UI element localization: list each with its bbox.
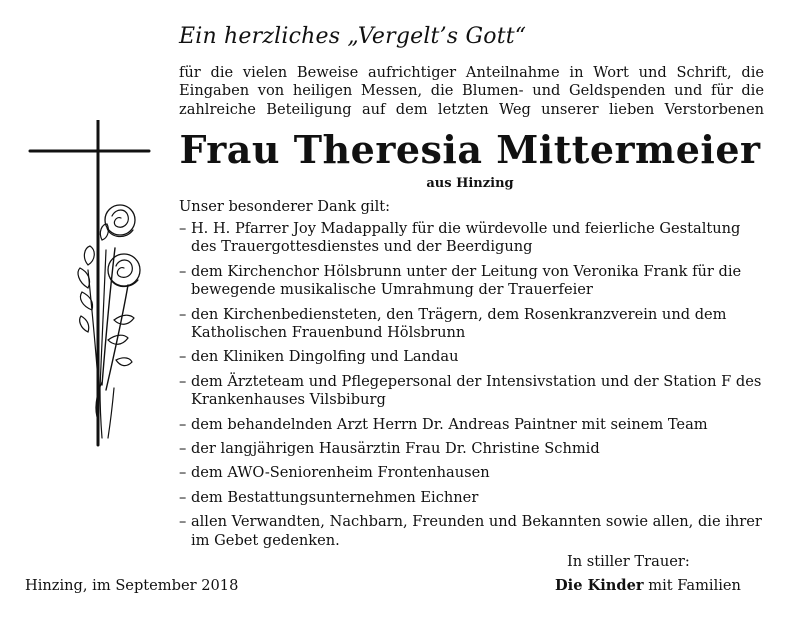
signature-bold: Die Kinder (555, 577, 644, 594)
list-item: – allen Verwandten, Nachbarn, Freunden und Bekannten sowie allen, die ihrer im Gebet gedenken. (179, 513, 764, 550)
list-item: – den Kliniken Dingolfing und Landau (179, 348, 764, 366)
list-item: – dem Ärzteteam und Pflegepersonal der Intensivstation und der Station F des Krankenhauses Vilsbiburg (179, 373, 764, 410)
deceased-name: Frau Theresia Mittermeier (179, 127, 761, 172)
deceased-origin: aus Hinzing (426, 176, 514, 191)
signature (555, 577, 741, 594)
list-item: – dem Bestattungsunternehmen Eichner (179, 489, 764, 507)
thanks-heading: Ein herzliches „Vergelt’s Gott“ (179, 24, 527, 49)
intro-line: zahlreiche Beteiligung auf dem letzten Weg unserer lieben Verstorbenen (179, 100, 764, 118)
mourning-label: In stiller Trauer: (567, 553, 690, 570)
intro-line: für die vielen Beweise aufrichtiger Anteilnahme in Wort und Schrift, die (179, 64, 764, 81)
list-item: – H. H. Pfarrer Joy Madappally für die würdevolle und feierliche Gestaltung des Trauergottesdienstes und der Beerdigung (179, 220, 764, 257)
thanks-title: Unser besonderer Dank gilt: (179, 198, 391, 215)
signature-rest: mit Familien (643, 577, 741, 594)
list-item: – der langjährigen Hausärztin Frau Dr. Christine Schmid (179, 440, 764, 458)
intro-text (179, 64, 764, 119)
place-date: Hinzing, im September 2018 (25, 577, 239, 594)
list-item: – dem Kirchenchor Hölsbrunn unter der Leitung von Veronika Frank für die bewegende musikalische Umrahmung der Trauerfeier (179, 263, 764, 300)
list-item: – den Kirchenbediensteten, den Trägern, dem Rosenkranzverein und dem Katholischen Frauenbund Hölsbrunn (179, 306, 764, 343)
list-item: – dem behandelnden Arzt Herrn Dr. Andreas Paintner mit seinem Team (179, 416, 764, 434)
intro-line: Eingaben von heiligen Messen, die Blumen- und Geldspenden und für die (179, 82, 764, 100)
thanks-list (179, 220, 764, 556)
cross-with-roses-icon (18, 120, 158, 450)
list-item: – dem AWO-Seniorenheim Frontenhausen (179, 464, 764, 482)
